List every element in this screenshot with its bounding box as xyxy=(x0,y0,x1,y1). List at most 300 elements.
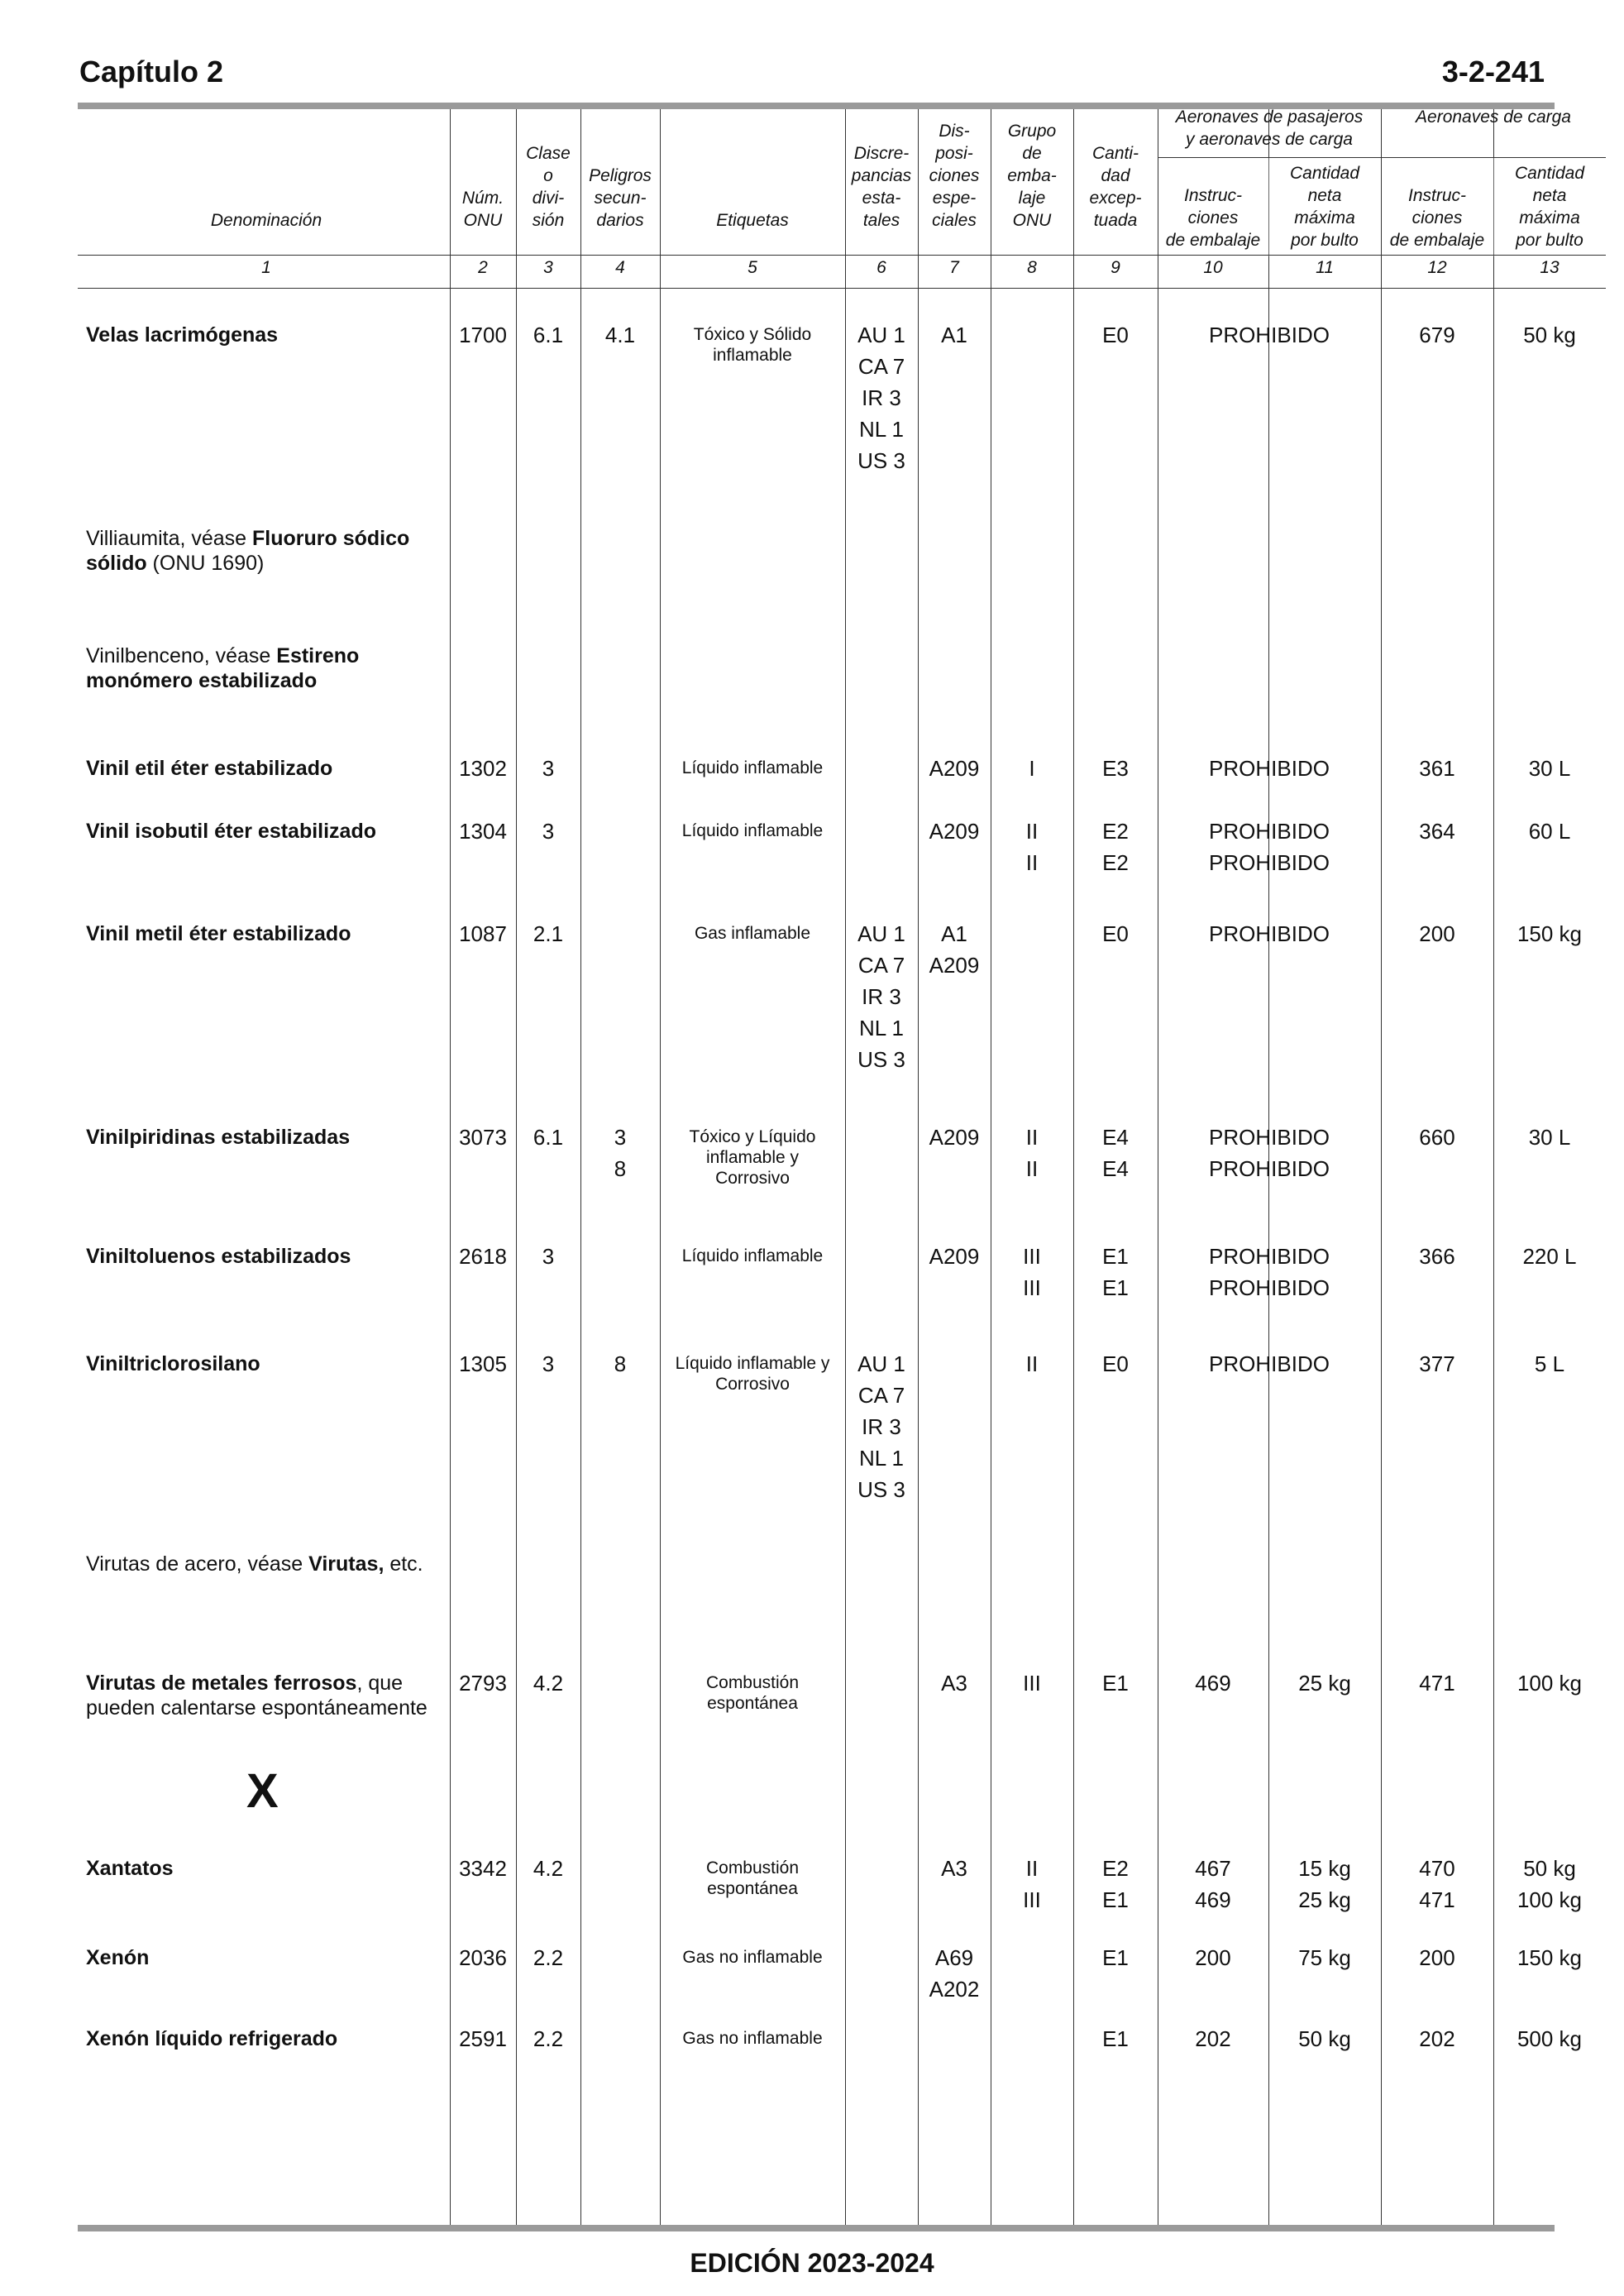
cell-line: PROHIBIDO xyxy=(1209,323,1330,347)
cell-line: E1 xyxy=(1102,1671,1129,1696)
header-peligros xyxy=(580,116,660,232)
header-text: de embalaje xyxy=(1389,231,1485,250)
cell-cant-exc xyxy=(1073,1348,1158,1380)
header-text: Instruc- xyxy=(1407,186,1466,205)
header-text: Cantidad xyxy=(1514,164,1585,183)
cell-carga-instr xyxy=(1381,319,1493,351)
cell-line: E4 xyxy=(1102,1125,1129,1150)
cell-grupo xyxy=(991,1853,1073,1916)
cell-carga-instr xyxy=(1381,816,1493,847)
cell-line: 200 xyxy=(1419,1945,1455,1970)
cell-line: Combustión xyxy=(705,1858,800,1877)
cell-disposiciones xyxy=(918,1667,991,1699)
cell-line: 15 kg xyxy=(1298,1856,1351,1881)
cell-clase: 3 xyxy=(542,1244,555,1269)
cell-cant-exc xyxy=(1073,319,1158,351)
header-cantidad-carga xyxy=(1493,162,1606,251)
header-instrucciones-carga xyxy=(1381,162,1493,251)
cell-line: US 3 xyxy=(857,1477,905,1502)
row-denominacion xyxy=(86,1671,442,1720)
header-text: esta- xyxy=(862,189,901,208)
name-part: Viniltriclorosilano xyxy=(86,1352,260,1375)
header-text: dad xyxy=(1101,166,1130,185)
header-text: ciones xyxy=(929,166,980,185)
header-group-carga xyxy=(1381,106,1606,128)
cell-line: IR 3 xyxy=(862,984,901,1009)
cell-line: 25 kg xyxy=(1298,1887,1351,1912)
header-text: ONU xyxy=(463,211,503,230)
name-part: Xenón líquido refrigerado xyxy=(86,2027,338,2050)
cell-cant-exc xyxy=(1073,2023,1158,2054)
cell-line: CA 7 xyxy=(857,1383,905,1408)
cell-line: Combustión xyxy=(705,1673,800,1692)
cell-prohibido xyxy=(1158,918,1381,949)
cell-grupo xyxy=(991,816,1073,878)
cell-line: E1 xyxy=(1102,1244,1129,1269)
cell-line: 361 xyxy=(1419,756,1455,781)
cell-line: PROHIBIDO xyxy=(1209,1125,1330,1150)
cell-line: II xyxy=(1025,819,1039,844)
cell-prohibido xyxy=(1158,319,1381,351)
cell-disposiciones xyxy=(918,918,991,981)
cell-line: 100 kg xyxy=(1517,1671,1583,1696)
cell-un: 1305 xyxy=(459,1351,507,1376)
column-divider xyxy=(450,109,451,2225)
cell-line: AU 1 xyxy=(857,1351,905,1376)
cell-line: 364 xyxy=(1419,819,1455,844)
cell-un: 1087 xyxy=(459,921,507,946)
cell-carga-instr xyxy=(1381,918,1493,949)
cell-carga-cant xyxy=(1493,918,1606,949)
header-text: emba- xyxy=(1007,166,1057,185)
header-num-onu xyxy=(450,116,516,232)
cell-line: E0 xyxy=(1102,921,1129,946)
bottom-rule xyxy=(78,2225,1555,2231)
cell-line: 100 kg xyxy=(1517,1887,1583,1912)
cell-line: II xyxy=(1025,1125,1039,1150)
cell-line: 200 xyxy=(1419,921,1455,946)
cell-prohibido xyxy=(1158,1348,1381,1380)
cell-carga-instr xyxy=(1381,753,1493,784)
header-clase xyxy=(516,116,580,232)
header-text: Denominación xyxy=(210,211,322,230)
header-text: Discre- xyxy=(853,144,910,163)
name-part: Villiaumita, véase xyxy=(86,527,253,550)
header-text: Canti- xyxy=(1091,144,1139,163)
name-part: Virutas de acero, véase xyxy=(86,1552,309,1576)
name-part: Xenón xyxy=(86,1946,150,1969)
cell-line: 50 kg xyxy=(1523,1856,1576,1881)
name-part: , que pueden calentarse espontáneamente xyxy=(86,1672,427,1720)
header-text: Clase xyxy=(526,144,571,163)
cell-line: 50 kg xyxy=(1523,323,1576,347)
cell-etiquetas xyxy=(660,1947,845,1968)
cell-carga-cant xyxy=(1493,1667,1606,1699)
name-part: (ONU 1690) xyxy=(146,552,265,575)
cell-carga-instr xyxy=(1381,1667,1493,1699)
row-denominacion xyxy=(86,1945,442,1970)
cell-line: NL 1 xyxy=(859,1016,904,1040)
name-part: Vinilbenceno, véase xyxy=(86,644,277,667)
cell-line: 660 xyxy=(1419,1125,1455,1150)
header-text: ciones xyxy=(1411,208,1463,227)
cell-clase: 2.2 xyxy=(533,2026,564,2051)
cell-clase: 2.2 xyxy=(533,1945,564,1970)
cell-peligros xyxy=(580,319,660,351)
cell-cant-exc xyxy=(1073,1942,1158,1973)
cell-cant-exc xyxy=(1073,1853,1158,1916)
name-part: Vinilpiridinas estabilizadas xyxy=(86,1126,351,1149)
group-underline xyxy=(1158,157,1606,158)
row-denominacion xyxy=(86,1351,442,1376)
column-divider xyxy=(918,109,919,2225)
cell-carga-cant xyxy=(1493,753,1606,784)
cell-line: III xyxy=(1023,1887,1041,1912)
cell-line: A1 xyxy=(941,921,967,946)
column-number: 5 xyxy=(748,258,757,277)
cell-line: E2 xyxy=(1102,850,1129,875)
column-number: 8 xyxy=(1027,258,1037,277)
cell-etiquetas xyxy=(660,2028,845,2049)
cell-line: III xyxy=(1023,1671,1041,1696)
column-number: 1 xyxy=(261,258,271,277)
cell-pasajeros-instr xyxy=(1158,2023,1268,2054)
cell-line: IR 3 xyxy=(862,1414,901,1439)
cell-line: 150 kg xyxy=(1517,921,1583,946)
cell-peligros xyxy=(580,1348,660,1380)
cell-line: 25 kg xyxy=(1298,1671,1351,1696)
column-number: 6 xyxy=(876,258,886,277)
cell-line: AU 1 xyxy=(857,323,905,347)
row-denominacion xyxy=(86,1244,442,1269)
cell-line: PROHIBIDO xyxy=(1209,1156,1330,1181)
cell-line: A209 xyxy=(929,953,980,978)
header-text: neta xyxy=(1532,186,1567,205)
cell-line: Líquido inflamable y xyxy=(675,1354,830,1373)
cell-line: Gas no inflamable xyxy=(682,1948,823,1967)
name-part: Estireno monómero estabilizado xyxy=(86,644,360,692)
header-text: ciones xyxy=(1187,208,1239,227)
cell-disposiciones xyxy=(918,1241,991,1272)
header-text: Instruc- xyxy=(1183,186,1242,205)
row-denominacion xyxy=(86,323,442,347)
cell-line: US 3 xyxy=(857,448,905,473)
cell-carga-cant xyxy=(1493,1942,1606,1973)
header-text: ONU xyxy=(1012,211,1052,230)
cell-grupo xyxy=(991,753,1073,784)
column-number: 13 xyxy=(1540,258,1560,277)
cell-line: A209 xyxy=(929,1244,980,1269)
cell-disposiciones xyxy=(918,1942,991,2005)
cell-pasajeros-cant xyxy=(1268,1942,1381,1973)
cell-carga-instr xyxy=(1381,1122,1493,1153)
cell-line: Líquido inflamable xyxy=(681,758,824,777)
cell-cant-exc xyxy=(1073,1241,1158,1303)
cell-clase: 6.1 xyxy=(533,323,564,347)
row-denominacion xyxy=(86,643,442,693)
cell-line: 500 kg xyxy=(1517,2026,1583,2051)
cell-etiquetas xyxy=(660,1126,845,1189)
cell-disposiciones xyxy=(918,1853,991,1884)
cell-clase: 6.1 xyxy=(533,1125,564,1150)
cell-un: 3073 xyxy=(459,1125,507,1150)
header-text: por bulto xyxy=(1516,231,1583,250)
cell-line: 471 xyxy=(1419,1887,1455,1912)
cell-line: E1 xyxy=(1102,1945,1129,1970)
header-text: Aeronaves de pasajeros xyxy=(1175,108,1364,127)
cell-carga-cant xyxy=(1493,1348,1606,1380)
chapter-title: Capítulo 2 xyxy=(79,55,224,88)
cell-line: NL 1 xyxy=(859,1446,904,1471)
cell-pasajeros-cant xyxy=(1268,2023,1381,2054)
header-text: Peligros xyxy=(589,166,652,185)
header-etiquetas xyxy=(660,116,845,232)
name-part: Velas lacrimógenas xyxy=(86,323,279,347)
cell-pasajeros-instr xyxy=(1158,1853,1268,1916)
cell-line: E1 xyxy=(1102,1887,1129,1912)
header-text: y aeronaves de carga xyxy=(1186,130,1353,149)
cell-line: 469 xyxy=(1195,1671,1231,1696)
column-number: 3 xyxy=(543,258,553,277)
name-part: Vinil isobutil éter estabilizado xyxy=(86,820,377,843)
cell-carga-instr xyxy=(1381,1853,1493,1916)
cell-un: 2591 xyxy=(459,2026,507,2051)
cell-line: 679 xyxy=(1419,323,1455,347)
cell-line: E3 xyxy=(1102,756,1129,781)
cell-carga-cant xyxy=(1493,1241,1606,1272)
cell-line: Líquido inflamable xyxy=(681,1246,824,1265)
cell-grupo xyxy=(991,1667,1073,1699)
cell-cant-exc xyxy=(1073,1122,1158,1184)
cell-line: A209 xyxy=(929,1125,980,1150)
cell-cant-exc xyxy=(1073,918,1158,949)
cell-carga-cant xyxy=(1493,319,1606,351)
cell-line: 377 xyxy=(1419,1351,1455,1376)
cell-etiquetas xyxy=(660,1858,845,1899)
cell-disposiciones xyxy=(918,1122,991,1153)
cell-un: 3342 xyxy=(459,1856,507,1881)
cell-un: 1302 xyxy=(459,756,507,781)
header-text: secun- xyxy=(594,189,647,208)
header-text: Grupo xyxy=(1007,122,1057,141)
cell-discrepancias xyxy=(845,319,918,476)
header-text: tuada xyxy=(1093,211,1138,230)
cell-clase: 4.2 xyxy=(533,1671,564,1696)
row-denominacion xyxy=(86,1125,442,1150)
cell-un: 2036 xyxy=(459,1945,507,1970)
cell-line: E4 xyxy=(1102,1156,1129,1181)
cell-line: 5 L xyxy=(1534,1351,1565,1376)
cell-disposiciones xyxy=(918,816,991,847)
cell-cant-exc xyxy=(1073,1667,1158,1699)
cell-etiquetas xyxy=(660,324,845,366)
cell-line: PROHIBIDO xyxy=(1209,1351,1330,1376)
cell-line: 202 xyxy=(1419,2026,1455,2051)
cell-line: CA 7 xyxy=(857,953,905,978)
cell-line: E2 xyxy=(1102,819,1129,844)
column-number: 9 xyxy=(1111,258,1120,277)
header-group-pasajeros xyxy=(1158,106,1381,151)
cell-line: AU 1 xyxy=(857,921,905,946)
cell-carga-cant xyxy=(1493,1853,1606,1916)
cell-line: A1 xyxy=(941,323,967,347)
cell-line: 50 kg xyxy=(1298,2026,1351,2051)
cell-clase: 3 xyxy=(542,819,555,844)
cell-line: 467 xyxy=(1195,1856,1231,1881)
cell-line: II xyxy=(1025,1156,1039,1181)
header-text: máxima xyxy=(1519,208,1580,227)
column-number: 7 xyxy=(949,258,959,277)
cell-prohibido xyxy=(1158,1241,1381,1303)
header-text: por bulto xyxy=(1291,231,1359,250)
header-text: de xyxy=(1022,144,1042,163)
cell-line: III xyxy=(1023,1275,1041,1300)
cell-line: E1 xyxy=(1102,1275,1129,1300)
header-grupo xyxy=(991,116,1073,232)
cell-line: 75 kg xyxy=(1298,1945,1351,1970)
cell-line: E0 xyxy=(1102,323,1129,347)
header-text: máxima xyxy=(1294,208,1355,227)
cell-carga-cant xyxy=(1493,2023,1606,2054)
header-text: Etiquetas xyxy=(716,211,789,230)
cell-prohibido xyxy=(1158,1122,1381,1184)
cell-line: 8 xyxy=(614,1156,627,1181)
cell-prohibido xyxy=(1158,816,1381,878)
header-text: tales xyxy=(862,211,900,230)
header-text: sión xyxy=(532,211,565,230)
header-text: excep- xyxy=(1089,189,1142,208)
header-discrepancias xyxy=(845,116,918,232)
header-text: pancias xyxy=(851,166,912,185)
header-text: Dis- xyxy=(939,122,970,141)
column-divider xyxy=(516,109,517,2225)
cell-carga-instr xyxy=(1381,1348,1493,1380)
cell-line: 469 xyxy=(1195,1887,1231,1912)
cell-clase: 3 xyxy=(542,756,555,781)
column-number: 4 xyxy=(615,258,625,277)
name-part: Virutas, xyxy=(308,1552,385,1576)
cell-line: 470 xyxy=(1419,1856,1455,1881)
cell-carga-instr xyxy=(1381,1942,1493,1973)
header-text: posi- xyxy=(935,144,973,163)
cell-line: 150 kg xyxy=(1517,1945,1583,1970)
cell-line: A3 xyxy=(941,1671,967,1696)
cell-line: NL 1 xyxy=(859,417,904,442)
header-text: o xyxy=(543,166,553,185)
cell-line: E1 xyxy=(1102,2026,1129,2051)
cell-line: A209 xyxy=(929,756,980,781)
page-header xyxy=(79,55,1545,96)
name-part: Virutas de metales ferrosos xyxy=(86,1672,357,1695)
cell-un: 1700 xyxy=(459,323,507,347)
header-text: neta xyxy=(1307,186,1342,205)
cell-line: A69 xyxy=(934,1945,974,1970)
cell-carga-instr xyxy=(1381,1241,1493,1272)
cell-line: Líquido inflamable xyxy=(681,821,824,840)
cell-line: Gas no inflamable xyxy=(682,2029,823,2048)
cell-peligros xyxy=(580,1122,660,1184)
cell-etiquetas xyxy=(660,1246,845,1266)
header-denominacion xyxy=(83,116,450,232)
cell-line: PROHIBIDO xyxy=(1209,850,1330,875)
cell-line: espontánea xyxy=(707,1879,798,1898)
header-rule xyxy=(78,255,1606,256)
name-part: Viniltoluenos estabilizados xyxy=(86,1245,351,1268)
header-text: espe- xyxy=(932,189,977,208)
header-text: Núm. xyxy=(461,189,504,208)
header-text: divi- xyxy=(532,189,565,208)
cell-line: inflamable y xyxy=(705,1148,800,1167)
row-denominacion xyxy=(86,526,442,576)
cell-disposiciones xyxy=(918,319,991,351)
column-number: 11 xyxy=(1316,258,1334,277)
cell-discrepancias xyxy=(845,918,918,1075)
cell-line: I xyxy=(1029,756,1035,781)
cell-line: A3 xyxy=(941,1856,967,1881)
name-part: Vinil metil éter estabilizado xyxy=(86,922,351,945)
header-text: laje xyxy=(1018,189,1046,208)
header-cantidad-pasajeros xyxy=(1268,162,1381,251)
cell-carga-cant xyxy=(1493,816,1606,847)
cell-line: PROHIBIDO xyxy=(1209,819,1330,844)
cell-pasajeros-cant xyxy=(1268,1853,1381,1916)
cell-line: Tóxico y Sólido xyxy=(693,325,812,344)
row-denominacion xyxy=(86,2026,442,2051)
header-text: Aeronaves de carga xyxy=(1416,108,1571,127)
cell-carga-instr xyxy=(1381,2023,1493,2054)
cell-line: A209 xyxy=(929,819,980,844)
header-cantidad-exceptuada xyxy=(1073,116,1158,232)
header-text: de embalaje xyxy=(1165,231,1261,250)
cell-line: 366 xyxy=(1419,1244,1455,1269)
column-number: 2 xyxy=(478,258,488,277)
cell-line: II xyxy=(1025,850,1039,875)
cell-line: 4.1 xyxy=(604,323,636,347)
cell-line: A202 xyxy=(929,1977,980,2002)
cell-cant-exc xyxy=(1073,816,1158,878)
cell-pasajeros-cant xyxy=(1268,1667,1381,1699)
cell-line: 30 L xyxy=(1528,1125,1571,1150)
cell-line: II xyxy=(1025,1351,1039,1376)
row-denominacion xyxy=(86,819,442,844)
cell-line: Tóxico y Líquido xyxy=(689,1127,816,1146)
cell-line: inflamable xyxy=(713,346,792,365)
cell-line: Corrosivo xyxy=(715,1169,790,1188)
cell-line: PROHIBIDO xyxy=(1209,1275,1330,1300)
page-footer: EDICIÓN 2023-2024 xyxy=(690,2248,934,2278)
cell-line: 202 xyxy=(1195,2026,1231,2051)
name-part: Vinil etil éter estabilizado xyxy=(86,757,333,780)
section-letter: X xyxy=(246,1764,279,1818)
cell-line: PROHIBIDO xyxy=(1209,921,1330,946)
cell-clase: 4.2 xyxy=(533,1856,564,1881)
cell-line: 60 L xyxy=(1528,819,1571,844)
header-instrucciones-pasajeros xyxy=(1158,162,1268,251)
cell-un: 2793 xyxy=(459,1671,507,1696)
cell-line: E2 xyxy=(1102,1856,1129,1881)
header-text: Cantidad xyxy=(1289,164,1360,183)
cell-line: espontánea xyxy=(707,1694,798,1713)
cell-line: 200 xyxy=(1195,1945,1231,1970)
cell-line: US 3 xyxy=(857,1047,905,1072)
cell-cant-exc xyxy=(1073,753,1158,784)
cell-line: III xyxy=(1023,1244,1041,1269)
cell-clase: 3 xyxy=(542,1351,555,1376)
cell-line: PROHIBIDO xyxy=(1209,1244,1330,1269)
cell-discrepancias xyxy=(845,1348,918,1505)
cell-un: 1304 xyxy=(459,819,507,844)
cell-line: 30 L xyxy=(1528,756,1571,781)
